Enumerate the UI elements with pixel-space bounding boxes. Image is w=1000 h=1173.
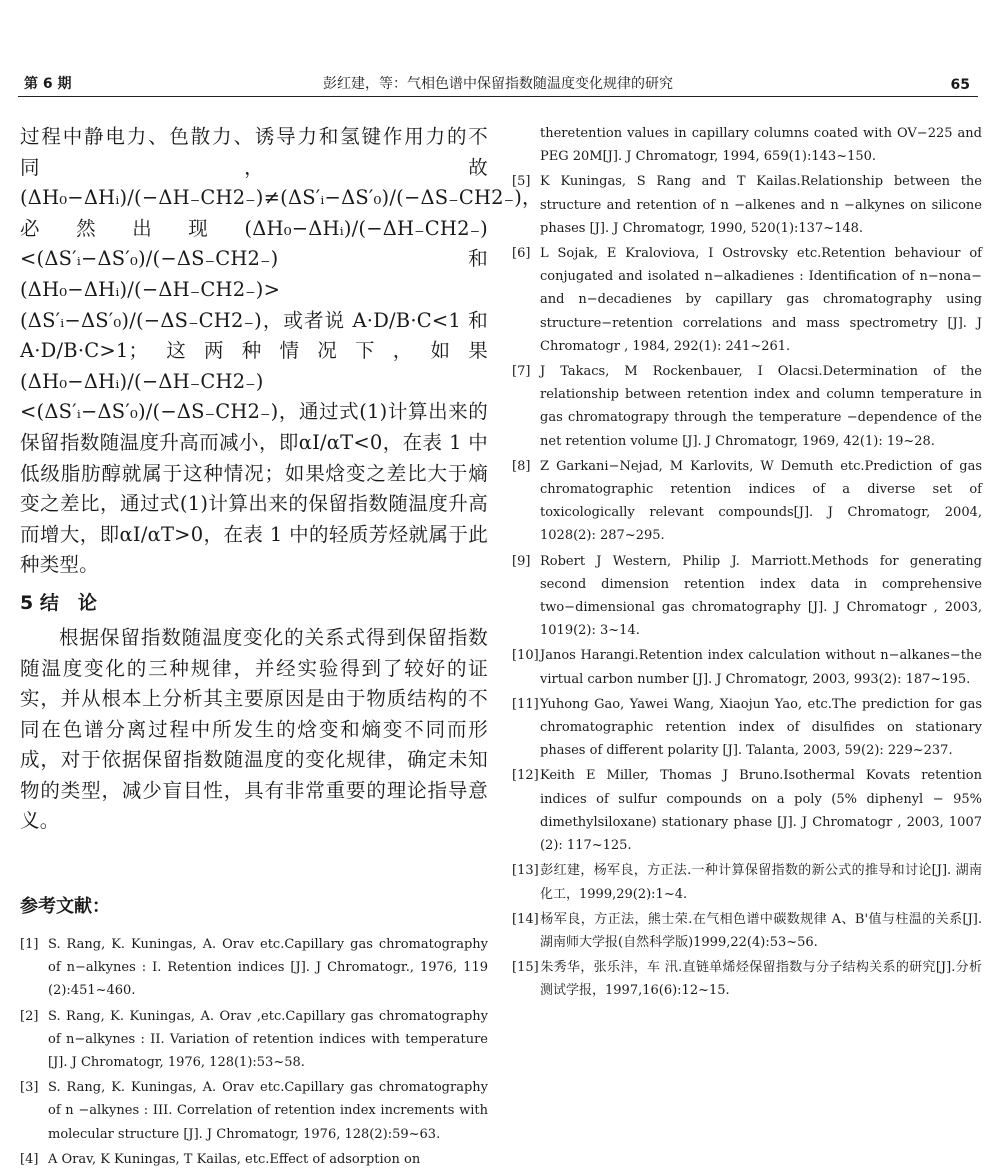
reference-item xyxy=(512,693,982,763)
reference-item xyxy=(20,1005,488,1075)
reference-item xyxy=(20,933,488,1003)
reference-item xyxy=(512,859,982,905)
reference-item xyxy=(512,122,982,168)
reference-text: theretention values in capillary columns coated with OV−225 and PEG 20M[J]. J Chromatogr, 1994, 659(1):143~150. xyxy=(540,126,982,165)
reference-number: [13] xyxy=(512,863,539,879)
reference-text: 朱秀华，张乐沣，车 汛.直链单烯烃保留指数与分子结构关系的研究[J].分析测试学报，1997,16(6):12~15. xyxy=(540,960,982,999)
reference-number: [15] xyxy=(512,960,539,976)
conclusion-paragraph: 根据保留指数随温度变化的关系式得到保留指数随温度变化的三种规律，并经实验得到了较好的证实，并从根本上分析其主要原因是由于物质结构的不同在色谱分离过程中所发生的焓变和熵变不同而形成，对于依据保留指数随温度的变化规律，确定未知物的类型，减少盲目性，具有非常重要的理论指导意义。 xyxy=(20,625,488,833)
reference-number: [10] xyxy=(512,648,539,664)
reference-item xyxy=(512,360,982,453)
discussion-text xyxy=(20,122,542,581)
reference-list-left xyxy=(20,933,488,1171)
reference-text: S. Rang, K. Kuningas, A. Orav ,etc.Capillary gas chromatography of n−alkynes : II. Variation of retention indices with temperature [J]. J Chromatogr, 1976, 128(1):53~58. xyxy=(48,1008,488,1071)
reference-number: [8] xyxy=(512,458,531,474)
reference-number: [11] xyxy=(512,696,539,712)
reference-item xyxy=(512,550,982,643)
reference-text: 彭红建，杨军良，方正法.一种计算保留指数的新公式的推导和讨论[J]. 湖南化工，1999,29(2):1~4. xyxy=(540,863,982,902)
running-title: 彭红建，等：气相色谱中保留指数随温度变化规律的研究 xyxy=(323,76,673,92)
reference-number: [4] xyxy=(20,1151,39,1167)
reference-item xyxy=(512,170,982,240)
reference-list-right xyxy=(512,122,982,1003)
reference-item xyxy=(512,644,982,690)
reference-item xyxy=(512,908,982,954)
reference-text: S. Rang, K. Kuningas, A. Orav etc.Capillary gas chromatography of n −alkynes : III. Correlation of retention index increments with molecular structure [J]. J Chromatogr, 1976, 128(2):59~63. xyxy=(48,1080,488,1142)
reference-text: 杨军良，方正法，熊士荣.在气相色谱中碳数规律 A、B'值与柱温的关系[J]. 湖南师大学报(自然科学版)1999,22(4):53~56. xyxy=(540,911,982,950)
issue-number: 第 6 期 xyxy=(24,76,72,92)
reference-item xyxy=(512,455,982,548)
reference-item xyxy=(512,242,982,358)
reference-item xyxy=(20,1148,488,1171)
reference-number: [14] xyxy=(512,911,539,927)
page-header xyxy=(18,74,978,97)
reference-text: Keith E Miller, Thomas J Bruno.Isothermal Kovats retention indices of sulfur compounds on a poly (5% diphenyl − 95% dimethylsiloxane) stationary phase [J]. J Chromatogr , 2003, 1007 (2): 117~125. xyxy=(540,768,982,854)
reference-text: Janos Harangi.Retention index calculation without n−alkanes−the virtual carbon number [J]. J Chromatogr, 2003, 993(2): 187~195. xyxy=(540,648,982,687)
reference-number: [9] xyxy=(512,553,531,569)
reference-number: [1] xyxy=(20,937,39,953)
reference-text: A Orav, K Kuningas, T Kailas, etc.Effect of adsorption on xyxy=(48,1151,421,1167)
reference-number: [12] xyxy=(512,768,539,784)
reference-item xyxy=(512,956,982,1002)
reference-text: J Takacs, M Rockenbauer, I Olacsi.Determination of the relationship between retention index and column temperature in gas chromatograpy through the temperature −dependence of the net retention volume [J]. J Chromatogr, 1969, 42(1): 19~28. xyxy=(540,364,982,449)
reference-item xyxy=(20,1076,488,1146)
reference-text: S. Rang, K. Kuningas, A. Orav etc.Capillary gas chromatography of n−alkynes : I. Retention indices [J]. J Chromatogr., 1976, 119 (2):451~460. xyxy=(48,937,488,999)
section-heading-conclusion: 5 结 论 xyxy=(20,591,97,614)
reference-text: L Sojak, E Kraloviova, I Ostrovsky etc.Retention behaviour of conjugated and isolated n−alkadienes : Identification of n−nona− and n−decadienes by capillary gas chromatography using structure−retention correlations and mass spectrometry [J]. J Chromatogr , 1984, 292(1): 241~261. xyxy=(540,246,982,354)
references-heading: 参考文献： xyxy=(20,896,110,918)
page-number: 65 xyxy=(950,77,970,93)
right-column xyxy=(512,122,982,1005)
reference-number: [6] xyxy=(512,246,531,262)
reference-number: [5] xyxy=(512,174,531,190)
reference-number: [2] xyxy=(20,1008,39,1024)
reference-text: Z Garkani−Nejad, M Karlovits, W Demuth etc.Prediction of gas chromatographic retention indices of a diverse set of toxicologically relevant compounds[J]. J Chromatogr, 2004, 1028(2): 287~295. xyxy=(540,458,982,544)
spacer xyxy=(20,837,488,895)
reference-number: [3] xyxy=(20,1080,39,1096)
reference-text: Robert J Western, Philip J. Marriott.Methods for generating second dimension retention index data in comprehensive two−dimensional gas chromatography [J]. J Chromatogr , 2003, 1019(2): 3~14. xyxy=(540,553,982,639)
reference-item xyxy=(512,764,982,857)
reference-number: [7] xyxy=(512,364,531,380)
reference-text: K Kuningas, S Rang and T Kailas.Relationship between the structure and retention of n −alkenes and n −alkynes on silicone phases [J]. J Chromatogr, 1990, 520(1):137~148. xyxy=(540,174,982,236)
discussion-paragraph: 过程中静电力、色散力、诱导力和氢键作用力的不同，故(ΔH₀−ΔHᵢ)/(−ΔH₋CH2₋)≠(ΔS′ᵢ−ΔS′₀)/(−ΔS₋CH2₋)，必然出现(ΔH₀−ΔHᵢ)/(−ΔH₋CH2₋)<(ΔS′ᵢ−ΔS′₀)/(−ΔS₋CH2₋)和(ΔH₀−ΔHᵢ)/(−ΔH₋CH2₋)>(ΔS′ᵢ−ΔS′₀)/(−ΔS₋CH2₋)，或者说 A·D/B·C<1 和 A·D/B·C>1；这两种情况下，如果(ΔH₀−ΔHᵢ)/(−ΔH₋CH2₋)<(ΔS′ᵢ−ΔS′₀)/(−ΔS₋CH2₋)，通过式(1)计算出来的保留指数随温度升高而减小，即αI/αT<0，在表 1 中低级脂肪醇就属于这种情况；如果焓变之差比大于熵变之差比，通过式(1)计算出来的保留指数随温度升高而增大，即αI/αT>0，在表 1 中的轻质芳烃就属于此种类型。 xyxy=(20,125,542,577)
conclusion-text xyxy=(20,623,488,837)
reference-text: Yuhong Gao, Yawei Wang, Xiaojun Yao, etc.The prediction for gas chromatographic retention index of disulfides on stationary phases of different polarity [J]. Talanta, 2003, 59(2): 229~237. xyxy=(540,696,982,759)
